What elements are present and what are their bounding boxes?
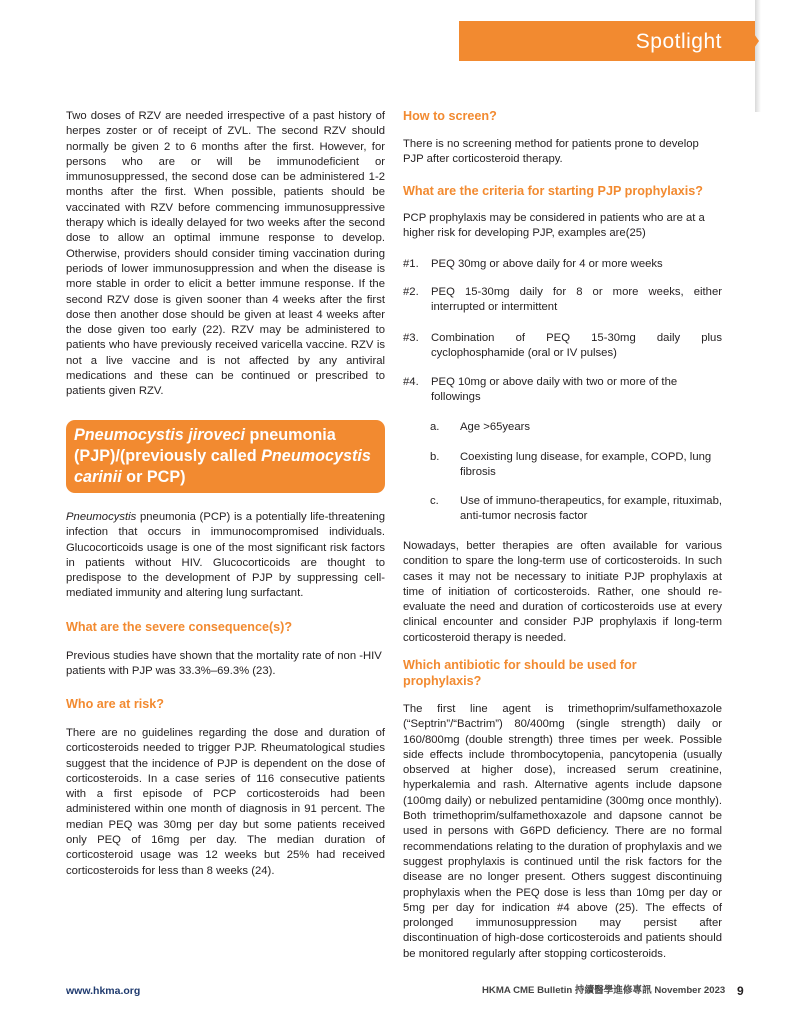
page-number: 9 xyxy=(737,984,744,998)
pcp-italic: Pneumocystis xyxy=(66,511,137,523)
pcp-text: pneumonia (PCP) is a potentially life-threatening infection that occurs in immunocompromised individuals. Glucocorticoids usage is one of the most significant risk factors in patients without HIV. Glucocorticoids are thought to predispose to the development of PJP by suppressing cell-mediated immunity and altering lung surfactant. xyxy=(66,511,385,600)
subitem-letter: c. xyxy=(430,495,439,507)
item-number: #2. xyxy=(403,286,419,298)
item-text: PEQ 30mg or above daily for 4 or more weeks xyxy=(431,258,663,270)
section-title-box xyxy=(66,420,385,493)
spotlight-label: Spotlight xyxy=(635,30,722,53)
item-number: #1. xyxy=(403,258,419,270)
subitem-text: Coexisting lung disease, for example, COPD, lung fibrosis xyxy=(460,451,712,479)
left-paragraph-rzv: Two doses of RZV are needed irrespective of a past history of herpes zoster or of receipt of ZVL. The second RZV should normally be given 2 to 6 months after the first. However, for persons who are or will be immunodeficient or immunosuppressed, the second dose can be administered 1-2 months after the first. When possible, patients should be vaccinated with RZV before commencing immunosuppressive therapy which is ideally delayed for two weeks after the second dose to allow an optimal immune response to develop. Otherwise, providers should consider timing vaccination during periods of lower immunosuppression and when the disease is more stable in order to elicit a better immune response. If the second RZV dose is given sooner than 4 weeks after the first dose then another dose should be given at least 4 weeks after the dose given too early (22). RZV may be administered to patients who have previously received varicella vaccine. RZV is not a live vaccine and is not affected by any antiviral medications and these can be continued or prescribed to patients given RZV. xyxy=(66,110,385,398)
footer-website-link[interactable]: www.hkma.org xyxy=(66,985,141,997)
heading-how-to-screen: How to screen? xyxy=(403,109,497,123)
spotlight-tab xyxy=(459,21,755,61)
title-text-2: pneumonia (PJP)/(previously called xyxy=(74,426,336,465)
left-paragraph-mortality: Previous studies have shown that the mortality rate of non -HIV patients with PJP was 33.3%–69.3% (23). xyxy=(66,650,382,678)
item-text: Combination of PEQ 15-30mg daily plus cyclophosphamide (oral or IV pulses) xyxy=(431,332,722,360)
subitem-letter: a. xyxy=(430,421,440,433)
section-title xyxy=(74,425,374,488)
heading-antibiotic: Which antibiotic for should be used for prophylaxis? xyxy=(403,658,637,688)
spotlight-tab-edge xyxy=(745,21,759,61)
title-italic-3: Pneumocystis carinii xyxy=(74,447,371,486)
title-italic-1: Pneumocystis jiroveci xyxy=(74,426,245,444)
item-text: PEQ 15-30mg daily for 8 or more weeks, either interrupted or intermittent xyxy=(431,286,722,314)
item-text: PEQ 10mg or above daily with two or more of the followings xyxy=(431,376,678,404)
right-paragraph-criteria: PCP prophylaxis may be considered in patients who are at a higher risk for developing PJP, examples are(25) xyxy=(403,212,705,240)
right-paragraph-therapies: Nowadays, better therapies are often available for various condition to spare the long-term use of corticosteroids. In such cases it may not be necessary to initiate PJP prophylaxis at time of initiation of corticosteroids. Rather, one should re-evaluate the need and duration of corticosteroids use at every clinical encounter and consider PJP prophylaxis if long-term corticosteroid therapy is needed. xyxy=(403,540,722,644)
subitem-text: Use of immuno-therapeutics, for example, rituximab, anti-tumor necrosis factor xyxy=(460,495,722,523)
item-number: #4. xyxy=(403,376,419,388)
heading-who-at-risk: Who are at risk? xyxy=(66,697,164,711)
footer-bulletin-title: HKMA CME Bulletin 持續醫學進修專訊 November 2023 xyxy=(482,985,726,996)
right-paragraph-screen: There is no screening method for patients prone to develop PJP after corticosteroid therapy. xyxy=(403,138,699,166)
left-paragraph-risk: There are no guidelines regarding the dose and duration of corticosteroids needed to trigger PJP. Rheumatological studies suggest that the incidence of PJP is dependent on the dose of corticosteroids. In a case series of 116 consecutive patients with a first episode of PCP corticosteroids had been administered within one month of diagnosis in 91 percent. The median PEQ was 30mg per day but some patients received only PEQ of 16mg per day. The median duration of corticosteroid usage was 12 weeks but 25% had received corticosteroids for less than 8 weeks (24). xyxy=(66,727,385,877)
left-paragraph-pcp xyxy=(66,510,385,602)
heading-severe-consequences: What are the severe consequence(s)? xyxy=(66,620,293,634)
heading-criteria: What are the criteria for starting PJP prophylaxis? xyxy=(403,184,703,198)
subitem-text: Age >65years xyxy=(460,421,531,433)
right-paragraph-antibiotic: The first line agent is trimethoprim/sulfamethoxazole (“Septrin”/“Bactrim”) 80/400mg (single strength) daily or 160/800mg (double strength) three times per week. Possible side effects include thrombocytopenia, pancytopenia (usually observed at higher dose), increased serum creatinine, hyperkalemia and rash. Alternative agents include dapsone (100mg daily) or nebulized pentamidine (300mg once monthly). Both trimethoprim/sulfamethoxazole and dapsone cannot be used in persons with G6PD deficiency. There are no formal recommendations relating to the duration of prophylaxis and we suggest prophylaxis is continued until the risk factors for the disease are no longer present. Others suggest discontinuing prophylaxis when the PEQ dose is less than 10mg per day or 5mg per day for indication #4 above (25). The effects of prolonged immunosuppression may persist after discontinuation of high-dose corticosteroids and patients should be monitored regularly after stopping corticosteroids. xyxy=(403,703,722,960)
subitem-letter: b. xyxy=(430,451,440,463)
item-number: #3. xyxy=(403,332,419,344)
title-text-4: or PCP) xyxy=(121,468,186,486)
